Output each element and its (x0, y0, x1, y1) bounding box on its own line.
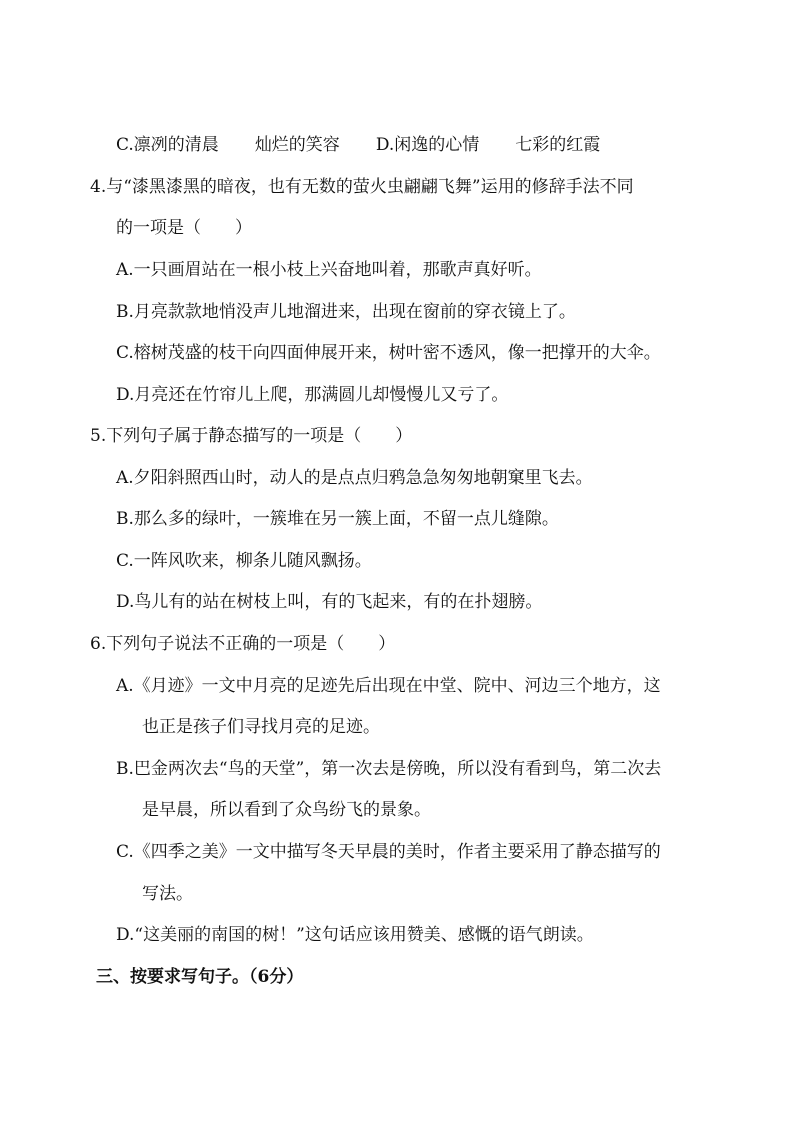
q4-option-c: C.榕树茂盛的枝干向四面伸展开来，树叶密不透风，像一把撑开的大伞。 (116, 343, 661, 363)
q4-option-d: D.月亮还在竹帘儿上爬，那满圆儿却慢慢儿又亏了。 (116, 385, 509, 405)
q4-stem-line2: 的一项是（ ） (116, 218, 252, 238)
q6-option-c-line2: 写法。 (142, 884, 193, 904)
q5-option-b: B.那么多的绿叶，一簇堆在另一簇上面，不留一点儿缝隙。 (116, 509, 559, 529)
q5-option-d: D.鸟儿有的站在树枝上叫，有的飞起来，有的在扑翅膀。 (116, 592, 543, 612)
q5-stem: 5.下列句子属于静态描写的一项是（ ） (90, 426, 413, 446)
q6-option-a-line2: 也正是孩子们寻找月亮的足迹。 (142, 717, 380, 737)
option-c-second: 灿烂的笑容 (254, 135, 340, 155)
q3-options-cd-line (116, 133, 600, 157)
q6-option-d: D.“这美丽的南国的树！”这句话应该用赞美、感慨的语气朗读。 (116, 925, 594, 945)
q5-option-c: C.一阵风吹来，柳条儿随风飘扬。 (116, 551, 372, 571)
q6-option-b-line1: B.巴金两次去“鸟的天堂”，第一次去是傍晚，所以没有看到鸟，第二次去 (116, 759, 662, 779)
option-c-label: C.凛冽的清晨 (116, 135, 219, 155)
q6-option-c-line1: C.《四季之美》一文中描写冬天早晨的美时，作者主要采用了静态描写的 (116, 842, 661, 862)
option-d-second: 七彩的红霞 (515, 135, 601, 155)
q4-option-a: A.一只画眉站在一根小枝上兴奋地叫着，那歌声真好听。 (116, 260, 542, 280)
q6-stem: 6.下列句子说法不正确的一项是（ ） (90, 634, 396, 654)
q4-stem-line1: 4.与“漆黑漆黑的暗夜，也有无数的萤火虫翩翩飞舞”运用的修辞手法不同 (90, 177, 634, 197)
q5-option-a: A.夕阳斜照西山时，动人的是点点归鸦急急匆匆地朝窠里飞去。 (116, 468, 593, 488)
section-3-title: 三、按要求写句子。（6分） (96, 967, 304, 987)
q6-option-b-line2: 是早晨，所以看到了众鸟纷飞的景象。 (142, 800, 431, 820)
option-d-label: D.闲逸的心情 (375, 135, 480, 155)
q6-option-a-line1: A.《月迹》一文中月亮的足迹先后出现在中堂、院中、河边三个地方，这 (116, 676, 661, 696)
q4-option-b: B.月亮款款地悄没声儿地溜进来，出现在窗前的穿衣镜上了。 (116, 302, 576, 322)
